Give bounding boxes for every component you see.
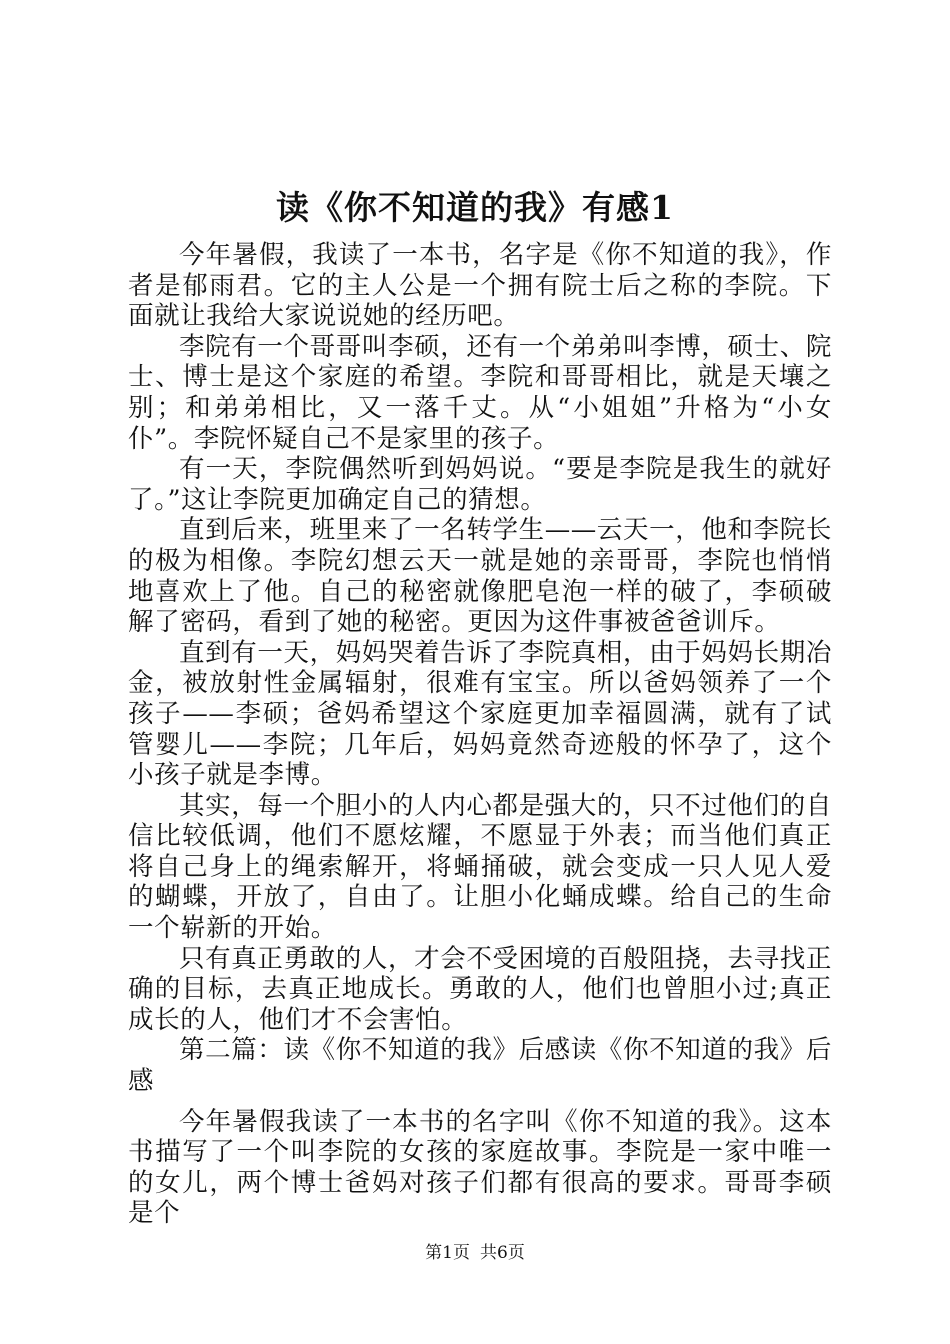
document-body [128,240,832,1229]
page-footer [0,1242,950,1264]
paragraph-1: 今年暑假，我读了一本书，名字是《你不知道的我》，作者是郁雨君。它的主人公是一个拥有院士后之称的李院。下面就让我给大家说说她的经历吧。 [128,240,832,332]
paragraph-3: 有一天，李院偶然听到妈妈说。“要是李院是我生的就好了。”这让李院更加确定自己的猜想。 [128,454,832,515]
page-number: 第1页 [425,1243,470,1263]
paragraph-7: 只有真正勇敢的人，才会不受困境的百般阻挠，去寻找正确的目标，去真正地成长。勇敢的人，他们也曾胆小过;真正成长的人，他们才不会害怕。 [128,943,832,1035]
page-total: 共6页 [480,1243,525,1263]
section-heading: 第二篇：读《你不知道的我》后感读《你不知道的我》后感 [128,1035,832,1097]
paragraph-2: 李院有一个哥哥叫李硕，还有一个弟弟叫李博，硕士、院士、博士是这个家庭的希望。李院和哥哥相比，就是天壤之别；和弟弟相比，又一落千丈。从“小姐姐”升格为“小女仆”。李院怀疑自己不是家里的孩子。 [128,331,832,454]
paragraph-4: 直到后来，班里来了一名转学生——云天一，他和李院长的极为相像。李院幻想云天一就是她的亲哥哥，李院也悄悄地喜欢上了他。自己的秘密就像肥皂泡一样的破了，李硕破解了密码，看到了她的秘密。更因为这件事被爸爸训斥。 [128,515,832,638]
section-paragraph-1: 今年暑假我读了一本书的名字叫《你不知道的我》。这本书描写了一个叫李院的女孩的家庭故事。李院是一家中唯一的女儿，两个博士爸妈对孩子们都有很高的要求。哥哥李硕是个 [128,1106,832,1229]
paragraph-6: 其实，每一个胆小的人内心都是强大的，只不过他们的自信比较低调，他们不愿炫耀，不愿显于外表；而当他们真正将自己身上的绳索解开，将蛹捅破，就会变成一只人见人爱的蝴蝶，开放了，自由了。让胆小化蛹成蝶。给自己的生命一个崭新的开始。 [128,790,832,944]
document-title: 读《你不知道的我》有感1 [276,188,674,227]
paragraph-5: 直到有一天，妈妈哭着告诉了李院真相，由于妈妈长期冶金，被放射性金属辐射，很难有宝宝。所以爸妈领养了一个孩子——李硕；爸妈希望这个家庭更加幸福圆满，就有了试管婴儿——李院；几年后，妈妈竟然奇迹般的怀孕了，这个小孩子就是李博。 [128,637,832,791]
